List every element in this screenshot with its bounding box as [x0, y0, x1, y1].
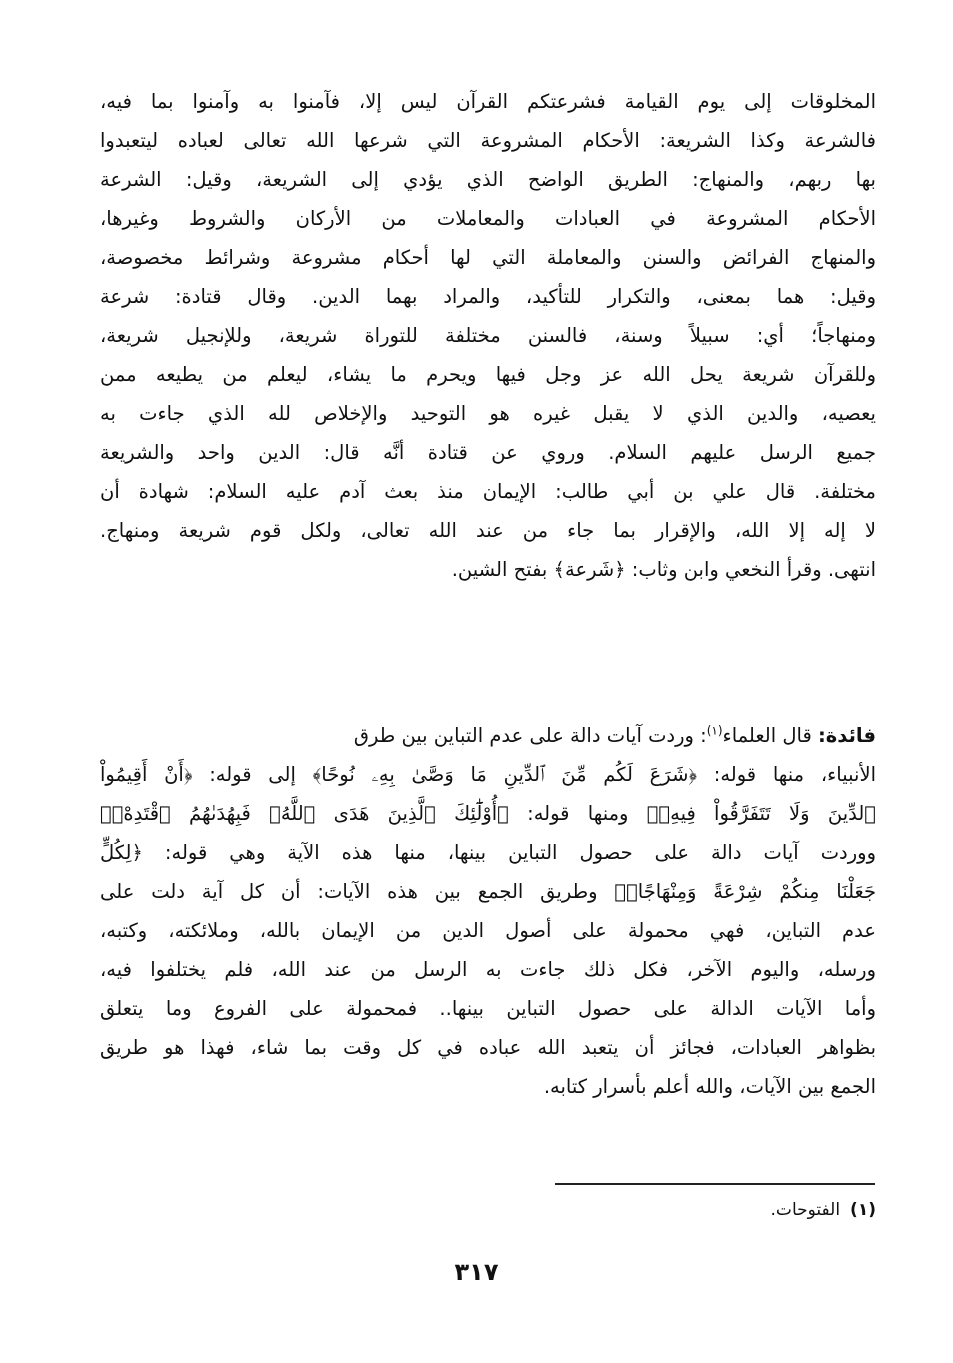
text-line: فالشرعة وكذا الشريعة: الأحكام المشروعة التي شرعها الله تعالى لعباده ليتعبدوا: [100, 129, 876, 152]
text-line: ووردت آيات دالة على حصول التباين بينها، منها هذه الآية وهي قوله: ﴿لِكُلٍّ: [100, 841, 876, 864]
text-line: الجمع بين الآيات، والله أعلم بأسرار كتابه.: [543, 1075, 876, 1098]
text-line: جميع الرسل عليهم السلام. وروي عن قتادة أنَّه قال: الدين واحد والشريعة: [100, 441, 876, 464]
text-line: ورسله، واليوم الآخر، فكل ذلك جاءت به الرسل من عند الله، فلم يختلفوا فيه،: [100, 958, 876, 981]
faida-first-line: [100, 716, 876, 755]
text-line: بها ربهم، والمنهاج: الطريق الواضح الذي يؤدي إلى الشريعة، وقيل: الشرعة: [100, 168, 876, 191]
text-line: مختلفة. قال علي بن أبي طالب: الإيمان منذ بعث آدم عليه السلام: شهادة أن: [100, 480, 876, 503]
faida-lead: قال العلماء: [722, 724, 812, 747]
text-line: بظواهر العبادات، فجائز أن يتعبد الله عباده في كل وقت بما شاء، فهذا هو طريق: [100, 1036, 876, 1059]
main-paragraph: [100, 82, 876, 589]
page-number: ٣١٧: [454, 1258, 499, 1286]
text-line: عدم التباين، فهي محمولة على أصول الدين من الإيمان بالله، وملائكته، وكتبه،: [100, 919, 876, 942]
footnote-number: (١): [850, 1200, 876, 1220]
text-line: وأما الآيات الدالة على حصول التباين بينها.. فمحمولة على الفروع وما يتعلق: [100, 997, 876, 1020]
text-line: الأنبياء، منها قوله: ﴿شَرَعَ لَكُم مِّنَ ٱلدِّينِ مَا وَصَّىٰ بِهِۦ نُوحًا﴾ إلى قوله: ﴿أَنْ أَقِيمُواْ: [100, 763, 876, 786]
text-line: وقيل: هما بمعنى، والتكرار للتأكيد، والمراد بهما الدين. وقال قتادة: شرعة: [100, 285, 876, 308]
text-line: يعصيه، والدين الذي لا يقبل غيره هو التوحيد والإخلاص لله الذي جاءت به: [100, 402, 876, 425]
text-line: ومنهاجاً؛ أي: سبيلاً وسنة، فالسنن مختلفة للتوراة شريعة، وللإنجيل شريعة،: [100, 324, 876, 347]
faida-paragraph: [100, 716, 876, 1106]
text-line: والمنهاج الفرائض والسنن والمعاملة التي لها أحكام مشروعة وشرائط مخصوصة،: [100, 246, 876, 269]
text-line: جَعَلْنَا مِنكُمْ شِرْعَةً وَمِنْهَاجًاۚ﴾ وطريق الجمع بين هذه الآيات: أن كل آية دلت على: [100, 880, 876, 903]
text-line: وللقرآن شريعة يحل الله عز وجل فيها ويحرم ما يشاء، ليعلم من يطيعه ممن: [100, 363, 876, 386]
footnote: [600, 1196, 876, 1224]
faida-label: فائدة:: [818, 724, 876, 747]
footnote-divider: [555, 1183, 875, 1185]
text-line: انتهى. وقرأ النخعي وابن وثاب: ﴿شَرعة﴾ بفتح الشين.: [451, 558, 876, 581]
text-line: ٱلدِّينَ وَلَا تَتَفَرَّقُواْ فِيهِۚ﴾ ومنها قوله: ﴿أُوْلَٰٓئِكَ ٱلَّذِينَ هَدَى ٱللَّهُۖ فَبِهُدَىٰهُمُ ٱقْتَدِهْۗ﴾: [100, 802, 876, 825]
faida-lead-rest: : وردت آيات دالة على عدم التباين بين طرق: [353, 724, 707, 747]
footnote-text: الفتوحات.: [770, 1200, 841, 1220]
footnote-reference[interactable]: (١): [706, 723, 723, 738]
text-line: لا إله إلا الله، والإقرار بما جاء من عند الله تعالى، ولكل قوم شريعة ومنهاج.: [100, 519, 876, 542]
text-line: المخلوقات إلى يوم القيامة فشرعتكم القرآن ليس إلا، فآمنوا به وآمنوا بما فيه،: [100, 90, 876, 113]
text-line: الأحكام المشروعة في العبادات والمعاملات من الأركان والشروط وغيرها،: [100, 207, 876, 230]
